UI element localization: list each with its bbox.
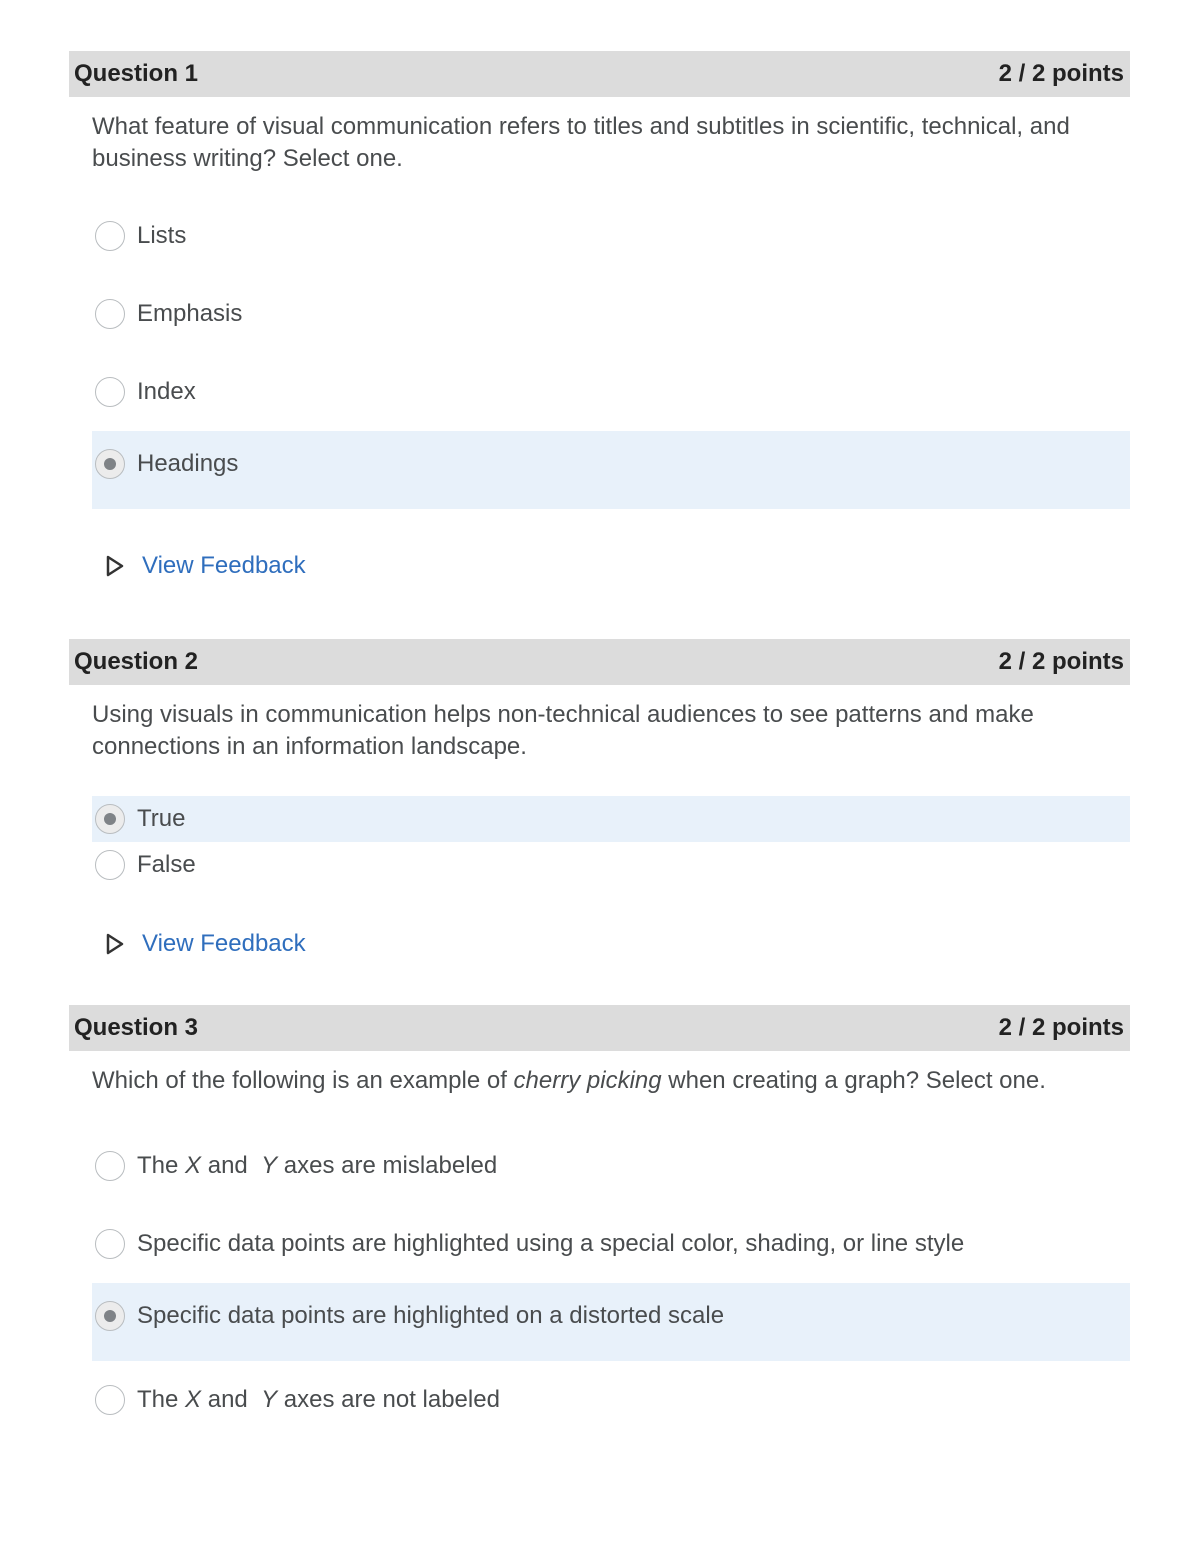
option-label-y: Y [261,1152,278,1179]
radio-button[interactable] [95,221,125,251]
option-axes-not-labeled[interactable] [92,1361,1130,1439]
question-text-emphasis: cherry picking [513,1067,662,1094]
option-true[interactable] [92,796,1130,842]
option-distorted-scale[interactable] [92,1283,1130,1361]
view-feedback-link[interactable] [106,552,1130,580]
option-label-part: and [201,1152,262,1179]
question-text: What feature of visual communication refers to titles and subtitles in scientific, technical, and business writing? Select one. [92,113,1070,172]
option-label-part: axes are mislabeled [277,1152,498,1179]
answer-options [92,796,1130,888]
option-label-x: X [185,1386,202,1413]
question-title: Question 3 [74,1014,199,1041]
radio-button[interactable] [95,1151,125,1181]
option-label-part: and [201,1386,262,1413]
option-emphasis[interactable] [92,275,1130,353]
radio-button[interactable] [95,1385,125,1415]
option-label [137,1386,500,1414]
view-feedback-label: View Feedback [142,552,306,579]
expand-triangle-icon [106,933,124,955]
option-label: Emphasis [137,300,243,327]
option-axes-mislabeled[interactable] [92,1127,1130,1205]
question-3 [69,1005,1130,1439]
option-headings[interactable] [92,431,1130,509]
radio-button-checked[interactable] [95,804,125,834]
radio-button-checked[interactable] [95,1301,125,1331]
option-label: Specific data points are highlighted using a special color, shading, or line style [137,1230,965,1257]
answer-options [92,1127,1130,1439]
answer-options [92,197,1130,509]
radio-button[interactable] [95,850,125,880]
question-text [69,1051,1099,1097]
question-points: 2 / 2 points [998,60,1124,87]
question-points: 2 / 2 points [998,648,1124,675]
option-label [137,1152,497,1180]
option-label: Specific data points are highlighted on a distorted scale [137,1302,725,1329]
radio-button[interactable] [95,299,125,329]
option-label-y: Y [261,1386,278,1413]
option-label-part: The [137,1152,186,1179]
view-feedback-link[interactable] [106,930,1130,958]
question-1 [69,51,1130,580]
question-title: Question 1 [74,60,199,87]
radio-button[interactable] [95,377,125,407]
question-text: Using visuals in communication helps non-technical audiences to see patterns and make connections in an information landscape. [92,701,1034,760]
view-feedback-label: View Feedback [142,930,306,957]
question-text-part: Which of the following is an example of [92,1067,514,1094]
option-false[interactable] [92,842,1130,888]
question-header [69,51,1130,97]
option-label-part: axes are not labeled [277,1386,500,1413]
option-label: Lists [137,222,187,249]
question-points: 2 / 2 points [998,1014,1124,1041]
question-title: Question 2 [74,648,199,675]
option-label-part: The [137,1386,186,1413]
option-special-color[interactable] [92,1205,1130,1283]
option-index[interactable] [92,353,1130,431]
option-label-x: X [185,1152,202,1179]
option-lists[interactable] [92,197,1130,275]
question-text-part: when creating a graph? Select one. [661,1067,1046,1094]
question-header [69,1005,1130,1051]
radio-button[interactable] [95,1229,125,1259]
question-header [69,639,1130,685]
question-2 [69,639,1130,958]
option-label: False [137,851,196,878]
radio-button-checked[interactable] [95,449,125,479]
option-label: Index [137,378,196,405]
option-label: Headings [137,450,239,477]
option-label: True [137,805,186,832]
expand-triangle-icon [106,555,124,577]
